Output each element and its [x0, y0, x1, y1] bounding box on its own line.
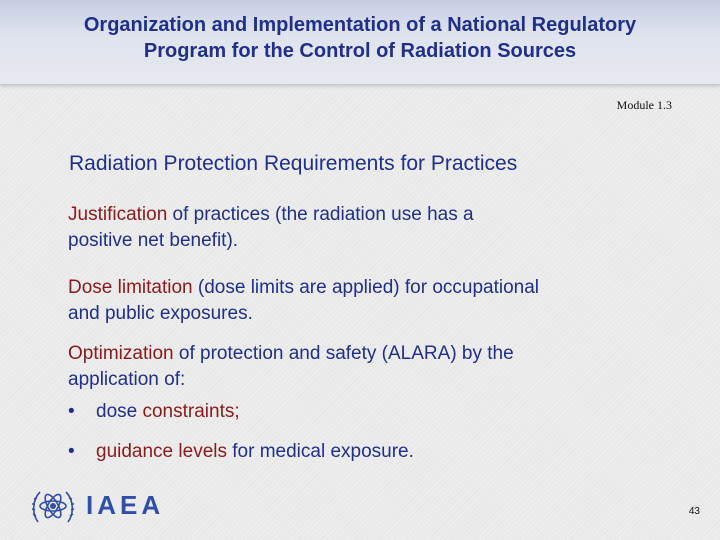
highlight-term: Optimization	[68, 343, 174, 364]
paragraph-text: positive net benefit).	[68, 230, 239, 251]
paragraph-text: of practices (the radiation use has a	[167, 204, 474, 225]
highlight-term: constraints;	[142, 401, 240, 422]
iaea-logo-text: IAEA	[86, 490, 165, 520]
highlight-term: guidance levels	[96, 441, 227, 462]
paragraph-justification	[68, 202, 668, 254]
bullet-text: dose	[96, 401, 143, 422]
iaea-emblem-icon	[30, 484, 76, 530]
bullet-dose-constraints	[68, 399, 240, 425]
page-number: 43	[688, 506, 700, 517]
paragraph-dose-limitation	[68, 275, 668, 327]
highlight-term: Justification	[68, 204, 168, 225]
paragraph-optimization	[68, 341, 668, 393]
paragraph-text: of protection and safety (ALARA) by the	[173, 343, 514, 364]
highlight-term: Dose limitation	[68, 277, 193, 298]
bullet-marker: •	[68, 401, 75, 422]
slide-title	[20, 12, 700, 64]
module-label: Module 1.3	[616, 98, 672, 112]
paragraph-text: application of:	[68, 369, 186, 390]
bullet-text: for medical exposure.	[226, 441, 414, 462]
section-title: Radiation Protection Requirements for Practices	[69, 152, 518, 175]
paragraph-text: and public exposures.	[68, 303, 253, 324]
slide-header	[0, 0, 720, 85]
slide-title-line-2: Program for the Control of Radiation Sources	[143, 40, 577, 62]
bullet-marker: •	[68, 441, 75, 462]
slide-title-line-1: Organization and Implementation of a National Regulatory	[83, 14, 637, 36]
bullet-guidance-levels	[68, 439, 414, 465]
paragraph-text: (dose limits are applied) for occupational	[192, 277, 540, 298]
